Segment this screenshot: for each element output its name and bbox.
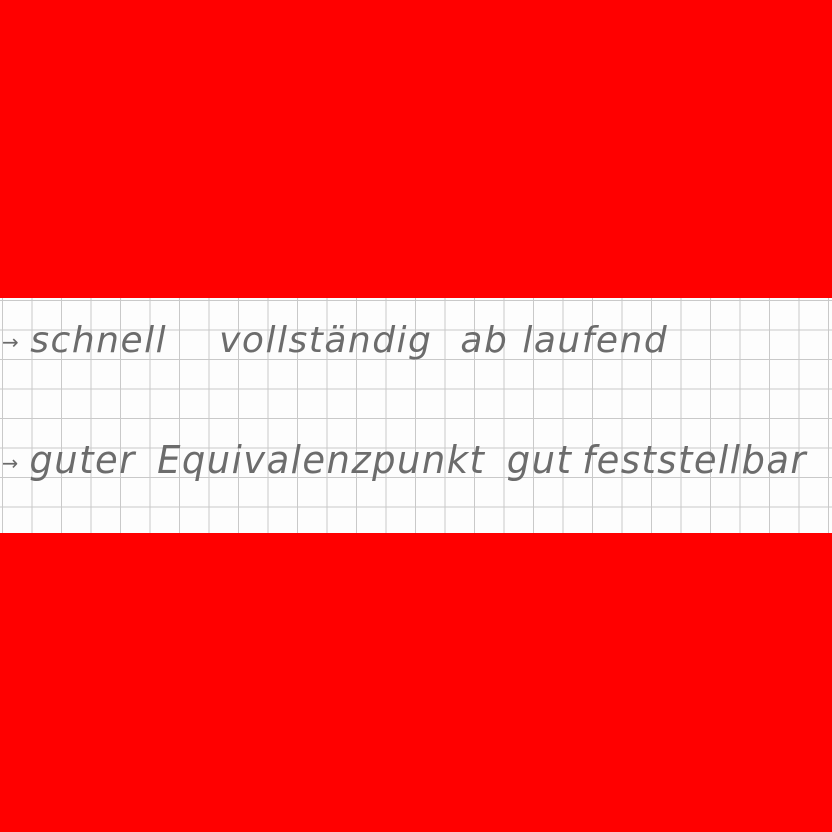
handwritten-word: Equivalenzpunkt	[157, 438, 486, 482]
red-band-bottom	[0, 533, 832, 832]
grid-paper-strip	[0, 298, 832, 533]
handwritten-word: vollständig	[219, 320, 433, 361]
handwritten-word: schnell	[30, 320, 168, 361]
handwritten-word: ab	[460, 320, 509, 361]
handwritten-line-2	[0, 438, 828, 482]
handwritten-word: gut	[506, 438, 573, 482]
handwritten-word: feststellbar	[582, 438, 808, 482]
handwritten-word: guter	[29, 438, 136, 482]
arrow-bullet-icon: →	[1, 450, 20, 475]
red-band-top	[0, 0, 832, 298]
arrow-bullet-icon: →	[2, 330, 21, 354]
handwritten-word: laufend	[522, 320, 669, 361]
handwritten-line-1	[0, 320, 696, 361]
